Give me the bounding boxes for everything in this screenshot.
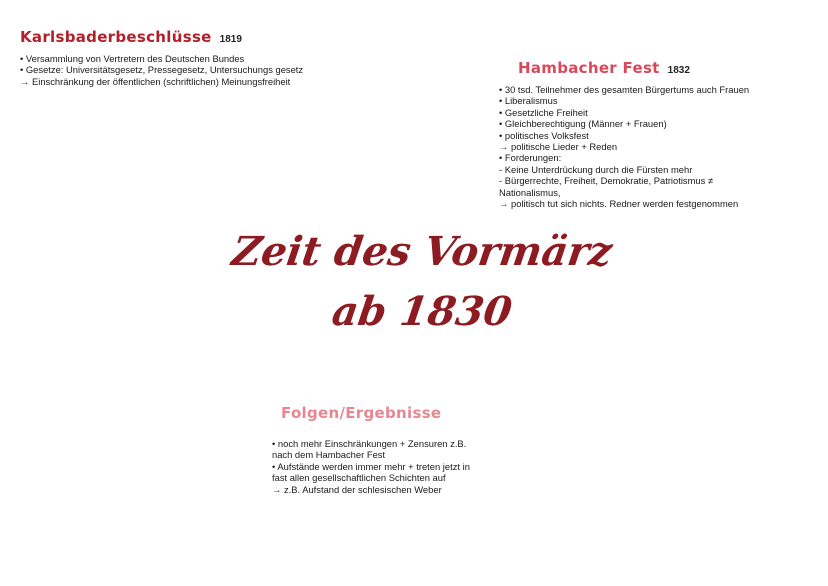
- folgen-section: [272, 404, 470, 495]
- note-line: nach dem Hambacher Fest: [272, 449, 386, 461]
- note-line: • Liberalismus: [499, 95, 558, 107]
- note-line: → z.B. Aufstand der schlesischen Weber: [272, 483, 442, 495]
- note-line: → Einschränkung der öffentlichen (schriftlichen) Meinungsfreiheit: [20, 75, 291, 87]
- note-line: → politische Lieder + Reden: [499, 141, 618, 153]
- note-line: • 30 tsd. Teilnehmer des gesamten Bürgertums auch Frauen: [499, 84, 750, 95]
- folgen-heading-row: [281, 404, 470, 422]
- folgen-notes: [272, 438, 470, 495]
- main-title: [0, 222, 828, 342]
- note-line: • Aufstände werden immer mehr + treten jetzt in: [272, 460, 470, 472]
- hambach-section: [499, 59, 749, 209]
- note-line: • Gesetze: Universitätsgesetz, Pressegesetz, Untersuchungs gesetz: [20, 64, 304, 76]
- hambach-year: 1832: [667, 65, 690, 76]
- main-title-line-2: ab 1830: [329, 288, 515, 335]
- note-line: - Keine Unterdrückung durch die Fürsten mehr: [499, 163, 693, 175]
- note-line: Nationalismus,: [499, 186, 561, 198]
- hambach-heading-row: [518, 59, 749, 77]
- note-line: • Gleichberechtigung (Männer + Frauen): [499, 118, 667, 130]
- karlsbad-section: [20, 28, 303, 87]
- folgen-heading: Folgen/Ergebnisse: [281, 404, 442, 422]
- hambach-notes: [499, 84, 749, 209]
- karlsbad-heading-row: [20, 28, 303, 46]
- hambach-heading: Hambacher Fest: [518, 59, 660, 77]
- note-line: - Bürgerrechte, Freiheit, Demokratie, Patriotismus ≠: [499, 175, 714, 187]
- karlsbad-heading: Karlsbaderbeschlüsse: [20, 28, 212, 46]
- karlsbad-year: 1819: [219, 34, 242, 45]
- note-line: • Versammlung von Vertretern des Deutschen Bundes: [20, 53, 245, 64]
- note-line: • Gesetzliche Freiheit: [499, 106, 588, 118]
- karlsbad-notes: [20, 53, 303, 87]
- note-line: → politisch tut sich nichts. Redner werden festgenommen: [499, 198, 739, 210]
- note-line: • Forderungen:: [499, 152, 562, 164]
- note-line: • politisches Volksfest: [499, 129, 589, 141]
- main-title-line-1: Zeit des Vormärz: [229, 228, 615, 275]
- note-line: fast allen gesellschaftlichen Schichten auf: [272, 472, 446, 484]
- note-line: • noch mehr Einschränkungen + Zensuren z.B.: [272, 438, 467, 449]
